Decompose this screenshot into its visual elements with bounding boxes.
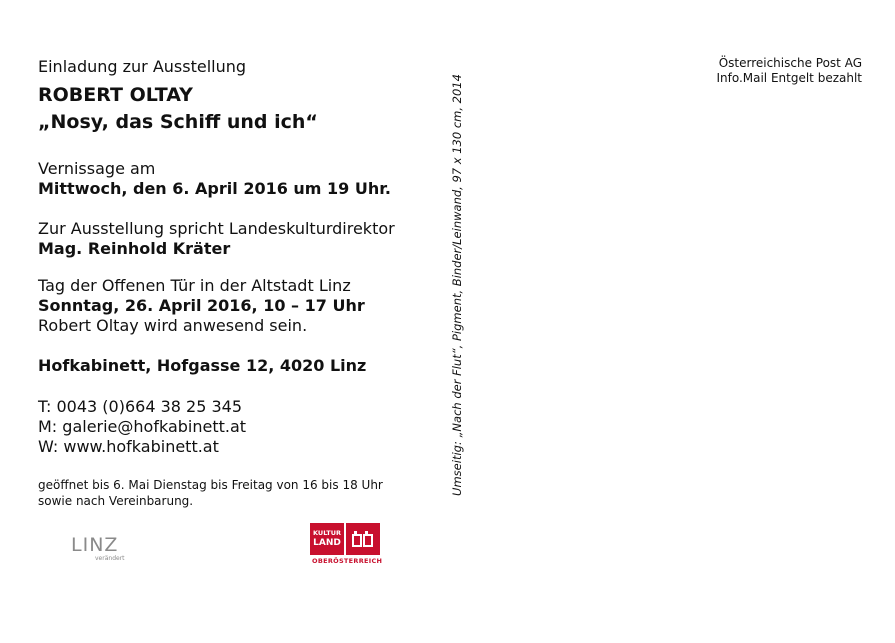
kulturland-logo-icon-box <box>346 523 380 555</box>
kulturland-symbol-icon <box>352 531 374 547</box>
postage-line1: Österreichische Post AG <box>718 56 862 70</box>
postage-line2: Info.Mail Entgelt bezahlt <box>716 71 862 85</box>
kulturland-logo-text-box <box>310 523 344 555</box>
linz-logo-tagline: verändert <box>95 555 125 562</box>
postage-notice <box>716 56 862 86</box>
speech-label: Zur Ausstellung spricht Landeskulturdirektor <box>38 219 395 238</box>
opening-hours-line1: geöffnet bis 6. Mai Dienstag bis Freitag von 16 bis 18 Uhr <box>38 478 383 492</box>
linz-logo <box>71 535 131 567</box>
artist-name: ROBERT OLTAY <box>38 84 193 106</box>
kulturland-logo <box>310 523 382 567</box>
open-day-label: Tag der Offenen Tür in der Altstadt Linz <box>38 276 351 295</box>
kulturland-logo-subtitle: OBERÖSTERREICH <box>312 557 383 565</box>
open-day-date: Sonntag, 26. April 2016, 10 – 17 Uhr <box>38 296 365 315</box>
kulturland-line2: LAND <box>313 538 341 548</box>
opening-hours-line2: sowie nach Vereinbarung. <box>38 494 194 508</box>
linz-logo-word: LINZ <box>71 534 119 556</box>
contact-mail: M: galerie@hofkabinett.at <box>38 417 247 436</box>
kulturland-line1: KULTUR <box>313 529 341 537</box>
verso-caption-container <box>449 42 465 527</box>
invitation-intro: Einladung zur Ausstellung <box>38 57 247 76</box>
vernissage-date: Mittwoch, den 6. April 2016 um 19 Uhr. <box>38 179 391 198</box>
verso-caption: Umseitig: „Nach der Flut“, Pigment, Binder/Leinwand, 97 x 130 cm, 2014 <box>450 73 464 496</box>
exhibition-title: „Nosy, das Schiff und ich“ <box>38 111 318 133</box>
open-day-note: Robert Oltay wird anwesend sein. <box>38 316 308 335</box>
vernissage-label: Vernissage am <box>38 159 156 178</box>
venue-address: Hofkabinett, Hofgasse 12, 4020 Linz <box>38 356 367 375</box>
contact-web: W: www.hofkabinett.at <box>38 437 219 456</box>
contact-phone: T: 0043 (0)664 38 25 345 <box>38 397 243 416</box>
speaker-name: Mag. Reinhold Kräter <box>38 239 231 258</box>
